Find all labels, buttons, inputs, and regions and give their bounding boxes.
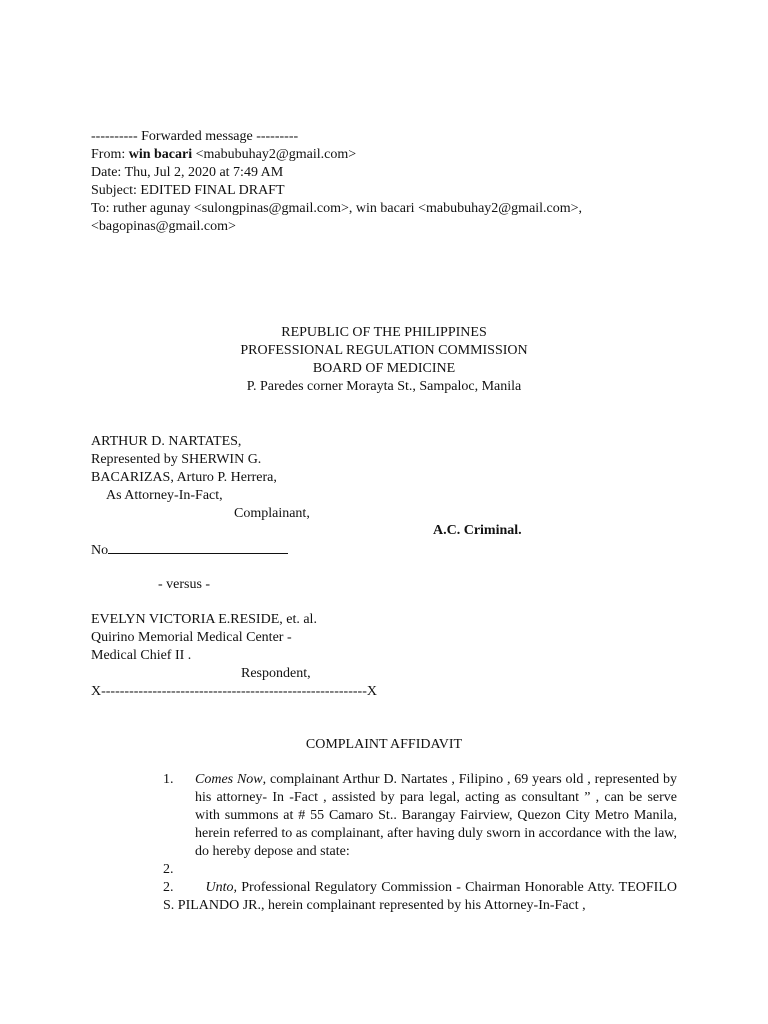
represented-line-2: BACARIZAS, Arturo P. Herrera,: [91, 470, 277, 485]
forward-line: ---------- Forwarded message ---------: [91, 129, 299, 144]
from-email: <mabubuhay2@gmail.com>: [195, 147, 357, 162]
caption-separator: X---------------------------------------------------------X: [91, 684, 377, 699]
case-number-line: [91, 540, 288, 560]
from-name: win bacari: [128, 147, 193, 162]
item-2a-number: 2.: [163, 862, 174, 877]
heading-republic: REPUBLIC OF THE PHILIPPINES: [281, 325, 487, 340]
case-number-label: No: [91, 543, 109, 558]
versus-line: - versus -: [158, 577, 211, 592]
to-line-continued: <bagopinas@gmail.com>: [91, 219, 236, 234]
item-1-lead: Comes Now: [195, 772, 263, 787]
case-number-blank: [108, 540, 288, 554]
item-1-number: 1.: [163, 772, 174, 787]
respondent-line-1: Quirino Memorial Medical Center -: [91, 630, 292, 645]
respondent-name: EVELYN VICTORIA E.RESIDE, et. al.: [91, 612, 317, 627]
represented-line-1: Represented by SHERWIN G.: [91, 452, 262, 467]
date-line: Date: Thu, Jul 2, 2020 at 7:49 AM: [91, 165, 284, 180]
item-2-text: Professional Regulatory Commission - Chairman Honorable Atty. TEOFILO S. PILANDO JR., herein complainant represented by his Attorney-In-Fact ,: [163, 880, 677, 913]
affidavit-title: COMPLAINT AFFIDAVIT: [305, 737, 463, 752]
complainant-name: ARTHUR D. NARTATES,: [91, 434, 242, 449]
item-2-number: 2.: [163, 880, 174, 895]
item-2-paragraph: [163, 879, 677, 915]
respondent-label: Respondent,: [241, 666, 311, 681]
to-line: To: ruther agunay <sulongpinas@gmail.com>, win bacari <mabubuhay2@gmail.com>,: [91, 201, 583, 216]
heading-board: BOARD OF MEDICINE: [312, 361, 456, 376]
attorney-in-fact-line: As Attorney-In-Fact,: [106, 488, 223, 503]
heading-commission: PROFESSIONAL REGULATION COMMISSION: [240, 343, 528, 358]
case-label: A.C. Criminal.: [433, 523, 522, 538]
item-2-lead: Unto,: [205, 880, 237, 895]
item-1-text: , complainant Arthur D. Nartates , Filipino , 69 years old , represented by his attorney- In -Fact , assisted by para legal, acting as consultant ” , can be serve with summons at # 55 Camaro St.. Barangay Fairview, Quezon City Metro Manila, herein referred to as complainant, after having duly sworn in accordance with the law, do hereby depose and state:: [195, 772, 677, 859]
item-1-paragraph: [195, 771, 677, 861]
subject-line: Subject: EDITED FINAL DRAFT: [91, 183, 285, 198]
from-label: From:: [91, 147, 126, 162]
heading-address: P. Paredes corner Morayta St., Sampaloc, Manila: [246, 379, 522, 394]
complainant-label: Complainant,: [234, 506, 310, 521]
respondent-line-2: Medical Chief II .: [91, 648, 192, 663]
from-line: [91, 146, 356, 164]
